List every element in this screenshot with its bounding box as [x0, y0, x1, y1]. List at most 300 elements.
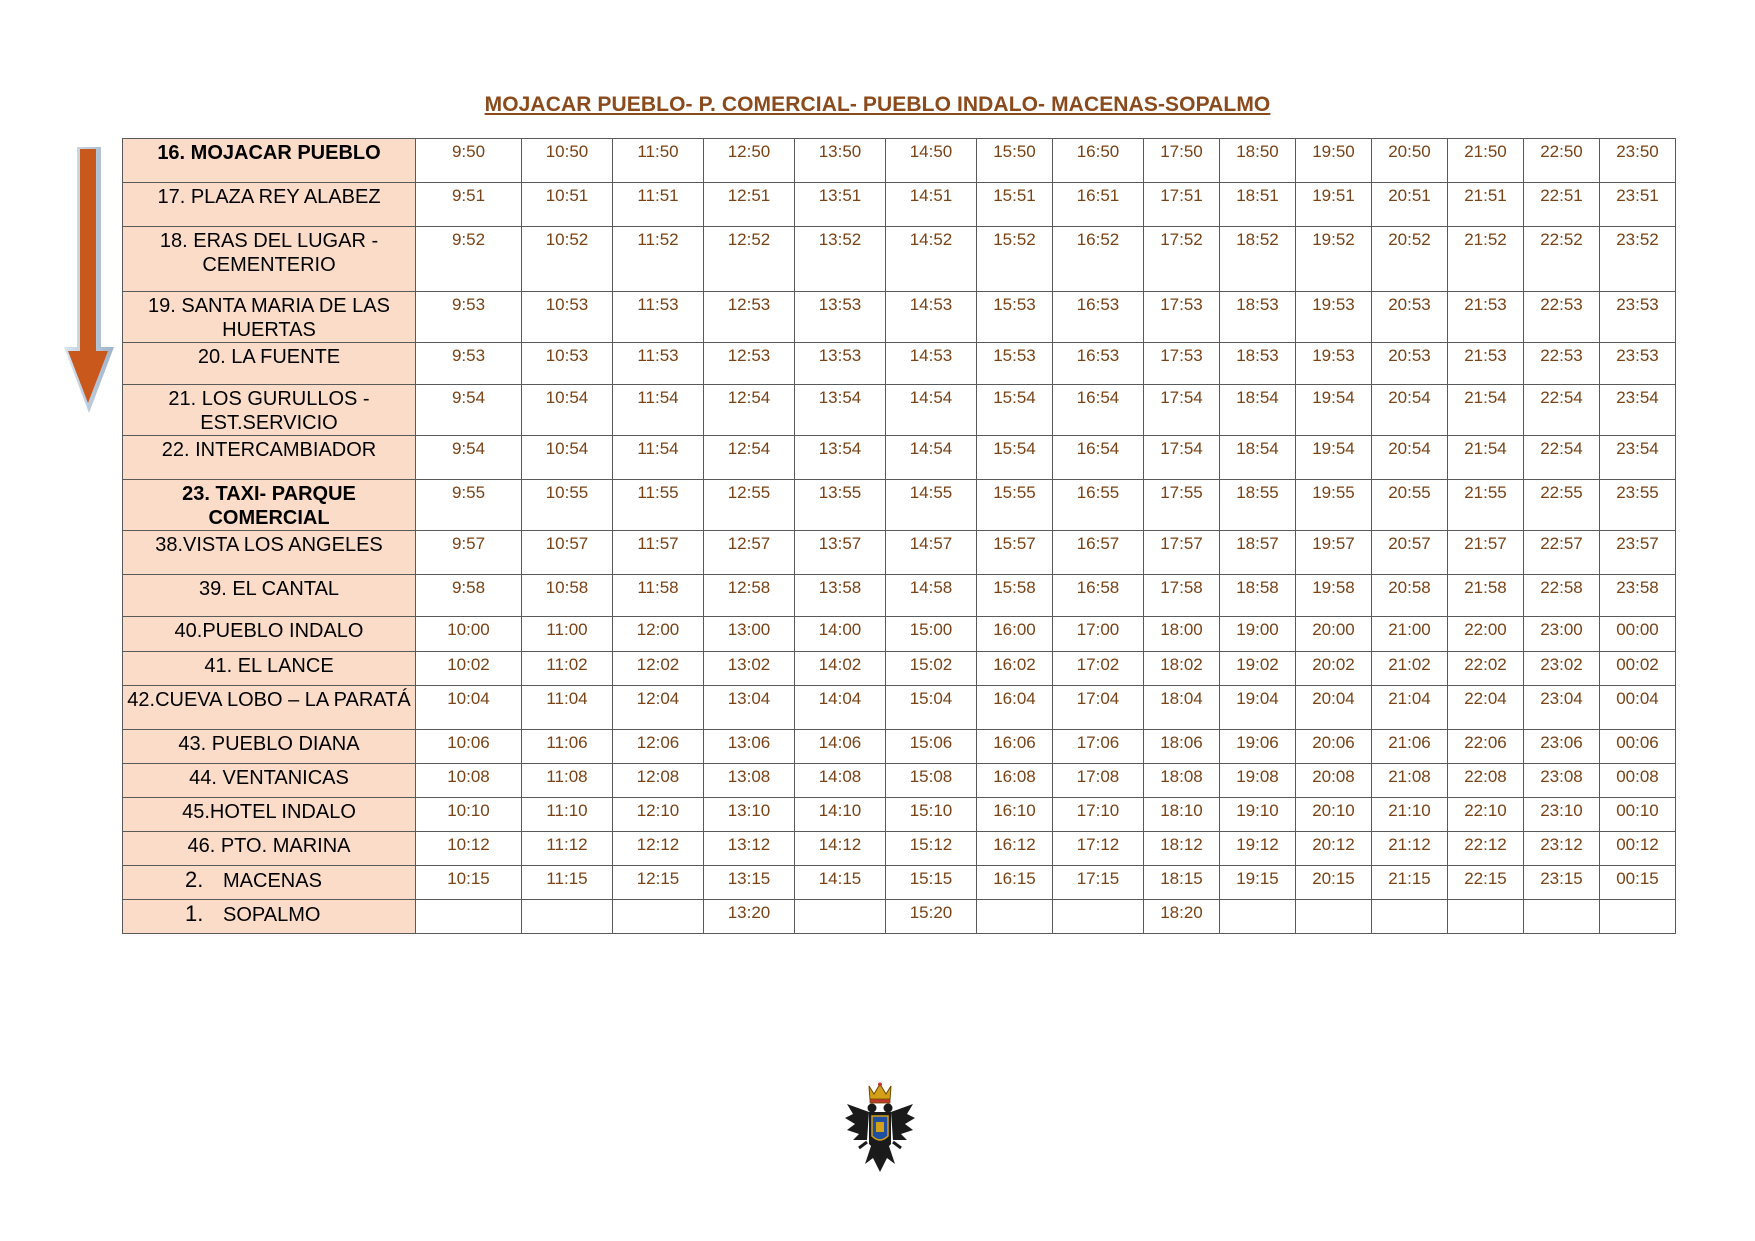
departure-time-cell: 11:06 [522, 730, 613, 764]
departure-time-cell: 23:53 [1600, 343, 1676, 385]
departure-time-cell: 14:55 [886, 480, 977, 531]
departure-time-cell: 16:53 [1053, 292, 1144, 343]
departure-time-cell: 00:10 [1600, 798, 1676, 832]
departure-time-cell: 10:00 [416, 617, 522, 652]
departure-time-cell: 13:57 [795, 531, 886, 575]
departure-time-cell: 23:55 [1600, 480, 1676, 531]
departure-time-cell: 13:54 [795, 385, 886, 436]
departure-time-cell: 18:15 [1144, 866, 1220, 900]
departure-time-cell: 19:02 [1220, 652, 1296, 686]
departure-time-cell: 20:54 [1372, 385, 1448, 436]
departure-time-cell: 13:06 [704, 730, 795, 764]
departure-time-cell: 17:50 [1144, 139, 1220, 183]
departure-time-cell: 00:00 [1600, 617, 1676, 652]
departure-time-cell: 12:57 [704, 531, 795, 575]
departure-time-cell: 00:12 [1600, 832, 1676, 866]
departure-time-cell: 11:08 [522, 764, 613, 798]
departure-time-cell: 16:50 [1053, 139, 1144, 183]
departure-time-cell: 11:04 [522, 686, 613, 730]
departure-time-cell: 12:04 [613, 686, 704, 730]
departure-time-cell: 9:58 [416, 575, 522, 617]
departure-time-cell: 11:54 [613, 436, 704, 480]
departure-time-cell: 17:10 [1053, 798, 1144, 832]
departure-time-cell: 12:52 [704, 227, 795, 292]
stop-name-cell: 46. PTO. MARINA [123, 832, 416, 866]
table-row [123, 832, 1676, 866]
departure-time-cell: 23:51 [1600, 183, 1676, 227]
departure-time-cell: 21:52 [1448, 227, 1524, 292]
stop-name-cell [123, 900, 416, 934]
departure-time-cell: 10:04 [416, 686, 522, 730]
departure-time-cell: 14:06 [795, 730, 886, 764]
departure-time-cell: 17:00 [1053, 617, 1144, 652]
departure-time-cell: 23:15 [1524, 866, 1600, 900]
departure-time-cell: 11:00 [522, 617, 613, 652]
departure-time-cell: 20:50 [1372, 139, 1448, 183]
departure-time-cell: 9:54 [416, 385, 522, 436]
departure-time-cell: 15:52 [977, 227, 1053, 292]
departure-time-cell: 00:08 [1600, 764, 1676, 798]
table-row [123, 531, 1676, 575]
departure-time-cell: 20:55 [1372, 480, 1448, 531]
departure-time-cell: 19:00 [1220, 617, 1296, 652]
departure-time-cell: 12:15 [613, 866, 704, 900]
departure-time-cell [1053, 900, 1144, 934]
departure-time-cell: 10:55 [522, 480, 613, 531]
departure-time-cell: 11:54 [613, 385, 704, 436]
departure-time-cell: 13:51 [795, 183, 886, 227]
departure-time-cell: 12:02 [613, 652, 704, 686]
departure-time-cell: 18:04 [1144, 686, 1220, 730]
table-row [123, 183, 1676, 227]
departure-time-cell: 13:54 [795, 436, 886, 480]
departure-time-cell: 13:00 [704, 617, 795, 652]
departure-time-cell: 20:06 [1296, 730, 1372, 764]
departure-time-cell [795, 900, 886, 934]
departure-time-cell: 23:02 [1524, 652, 1600, 686]
departure-time-cell: 23:58 [1600, 575, 1676, 617]
departure-time-cell: 16:12 [977, 832, 1053, 866]
departure-time-cell: 16:54 [1053, 385, 1144, 436]
departure-time-cell: 20:57 [1372, 531, 1448, 575]
stop-name-cell: 45.HOTEL INDALO [123, 798, 416, 832]
departure-time-cell: 15:00 [886, 617, 977, 652]
departure-time-cell: 17:57 [1144, 531, 1220, 575]
departure-time-cell: 11:52 [613, 227, 704, 292]
departure-time-cell: 19:57 [1296, 531, 1372, 575]
departure-time-cell: 18:08 [1144, 764, 1220, 798]
departure-time-cell: 18:53 [1220, 343, 1296, 385]
departure-time-cell [1220, 900, 1296, 934]
departure-time-cell: 21:55 [1448, 480, 1524, 531]
departure-time-cell: 22:12 [1448, 832, 1524, 866]
stop-name-cell: 20. LA FUENTE [123, 343, 416, 385]
departure-time-cell: 22:54 [1524, 385, 1600, 436]
departure-time-cell: 13:10 [704, 798, 795, 832]
stop-label: SOPALMO [223, 904, 321, 926]
departure-time-cell: 10:10 [416, 798, 522, 832]
departure-time-cell: 15:55 [977, 480, 1053, 531]
departure-time-cell: 13:20 [704, 900, 795, 934]
departure-time-cell: 21:53 [1448, 292, 1524, 343]
departure-time-cell: 21:10 [1372, 798, 1448, 832]
departure-time-cell: 13:53 [795, 343, 886, 385]
departure-time-cell: 19:54 [1296, 436, 1372, 480]
departure-time-cell: 20:53 [1372, 343, 1448, 385]
departure-time-cell: 17:15 [1053, 866, 1144, 900]
departure-time-cell [1600, 900, 1676, 934]
departure-time-cell: 22:52 [1524, 227, 1600, 292]
departure-time-cell: 22:10 [1448, 798, 1524, 832]
departure-time-cell: 15:04 [886, 686, 977, 730]
departure-time-cell: 00:06 [1600, 730, 1676, 764]
departure-time-cell [977, 900, 1053, 934]
departure-time-cell: 18:10 [1144, 798, 1220, 832]
stop-name-cell: 38.VISTA LOS ANGELES [123, 531, 416, 575]
departure-time-cell: 14:50 [886, 139, 977, 183]
departure-time-cell: 20:53 [1372, 292, 1448, 343]
departure-time-cell: 16:57 [1053, 531, 1144, 575]
table-row [123, 575, 1676, 617]
departure-time-cell: 17:06 [1053, 730, 1144, 764]
departure-time-cell: 17:58 [1144, 575, 1220, 617]
departure-time-cell: 22:50 [1524, 139, 1600, 183]
departure-time-cell: 10:58 [522, 575, 613, 617]
departure-time-cell: 16:06 [977, 730, 1053, 764]
departure-time-cell: 11:53 [613, 343, 704, 385]
departure-time-cell: 12:12 [613, 832, 704, 866]
departure-time-cell: 21:57 [1448, 531, 1524, 575]
departure-time-cell: 12:06 [613, 730, 704, 764]
departure-time-cell: 12:50 [704, 139, 795, 183]
departure-time-cell: 19:53 [1296, 292, 1372, 343]
departure-time-cell: 15:58 [977, 575, 1053, 617]
departure-time-cell: 15:02 [886, 652, 977, 686]
departure-time-cell: 23:12 [1524, 832, 1600, 866]
departure-time-cell: 18:51 [1220, 183, 1296, 227]
departure-time-cell: 10:12 [416, 832, 522, 866]
departure-time-cell: 00:02 [1600, 652, 1676, 686]
departure-time-cell: 15:15 [886, 866, 977, 900]
departure-time-cell: 13:08 [704, 764, 795, 798]
page-title: MOJACAR PUEBLO- P. COMERCIAL- PUEBLO INDALO- MACENAS-SOPALMO [484, 93, 1271, 116]
departure-time-cell: 10:54 [522, 436, 613, 480]
stop-name-cell: 40.PUEBLO INDALO [123, 617, 416, 652]
departure-time-cell: 9:52 [416, 227, 522, 292]
departure-time-cell: 15:53 [977, 343, 1053, 385]
departure-time-cell: 15:10 [886, 798, 977, 832]
departure-time-cell: 14:54 [886, 385, 977, 436]
departure-time-cell: 20:58 [1372, 575, 1448, 617]
departure-time-cell: 22:02 [1448, 652, 1524, 686]
departure-time-cell: 18:52 [1220, 227, 1296, 292]
stop-name-cell: 21. LOS GURULLOS - EST.SERVICIO [123, 385, 416, 436]
departure-time-cell: 12:54 [704, 385, 795, 436]
table-row [123, 686, 1676, 730]
departure-time-cell: 23:52 [1600, 227, 1676, 292]
table-row [123, 227, 1676, 292]
departure-time-cell: 20:10 [1296, 798, 1372, 832]
departure-time-cell: 21:51 [1448, 183, 1524, 227]
stop-number: 1. [185, 901, 204, 926]
departure-time-cell: 11:10 [522, 798, 613, 832]
departure-time-cell: 19:54 [1296, 385, 1372, 436]
departure-time-cell: 14:58 [886, 575, 977, 617]
departure-time-cell: 16:10 [977, 798, 1053, 832]
departure-time-cell: 16:55 [1053, 480, 1144, 531]
departure-time-cell: 15:50 [977, 139, 1053, 183]
table-row [123, 798, 1676, 832]
departure-time-cell [1372, 900, 1448, 934]
departure-time-cell: 23:54 [1600, 436, 1676, 480]
departure-time-cell: 23:57 [1600, 531, 1676, 575]
coat-of-arms-emblem [843, 1082, 917, 1174]
departure-time-cell: 13:02 [704, 652, 795, 686]
departure-time-cell: 17:12 [1053, 832, 1144, 866]
departure-time-cell: 16:08 [977, 764, 1053, 798]
departure-time-cell: 22:51 [1524, 183, 1600, 227]
departure-time-cell: 10:02 [416, 652, 522, 686]
departure-time-cell: 11:53 [613, 292, 704, 343]
departure-time-cell: 19:53 [1296, 343, 1372, 385]
departure-time-cell: 14:15 [795, 866, 886, 900]
departure-time-cell: 21:12 [1372, 832, 1448, 866]
departure-time-cell: 15:54 [977, 436, 1053, 480]
departure-time-cell: 19:58 [1296, 575, 1372, 617]
departure-time-cell: 22:15 [1448, 866, 1524, 900]
departure-time-cell [416, 900, 522, 934]
departure-time-cell: 13:58 [795, 575, 886, 617]
departure-time-cell: 18:55 [1220, 480, 1296, 531]
stop-name-cell: 23. TAXI- PARQUE COMERCIAL [123, 480, 416, 531]
departure-time-cell: 17:02 [1053, 652, 1144, 686]
departure-time-cell: 11:58 [613, 575, 704, 617]
departure-time-cell: 22:04 [1448, 686, 1524, 730]
departure-time-cell: 18:00 [1144, 617, 1220, 652]
departure-time-cell: 10:50 [522, 139, 613, 183]
departure-time-cell: 19:10 [1220, 798, 1296, 832]
departure-time-cell: 13:52 [795, 227, 886, 292]
departure-time-cell [1448, 900, 1524, 934]
stop-name-cell: 41. EL LANCE [123, 652, 416, 686]
departure-time-cell: 10:53 [522, 343, 613, 385]
departure-time-cell: 21:53 [1448, 343, 1524, 385]
departure-time-cell [613, 900, 704, 934]
departure-time-cell: 20:12 [1296, 832, 1372, 866]
departure-time-cell: 17:54 [1144, 436, 1220, 480]
departure-time-cell: 17:53 [1144, 343, 1220, 385]
departure-time-cell: 18:57 [1220, 531, 1296, 575]
departure-time-cell: 21:06 [1372, 730, 1448, 764]
departure-time-cell: 21:54 [1448, 385, 1524, 436]
departure-time-cell: 22:58 [1524, 575, 1600, 617]
departure-time-cell: 12:51 [704, 183, 795, 227]
table-row [123, 764, 1676, 798]
departure-time-cell: 19:50 [1296, 139, 1372, 183]
departure-time-cell: 23:00 [1524, 617, 1600, 652]
departure-time-cell: 17:52 [1144, 227, 1220, 292]
departure-time-cell: 18:50 [1220, 139, 1296, 183]
departure-time-cell: 21:54 [1448, 436, 1524, 480]
departure-time-cell: 20:51 [1372, 183, 1448, 227]
departure-time-cell: 18:54 [1220, 385, 1296, 436]
departure-time-cell: 19:52 [1296, 227, 1372, 292]
departure-time-cell: 00:04 [1600, 686, 1676, 730]
stop-name-cell: 42.CUEVA LOBO – LA PARATÁ [123, 686, 416, 730]
departure-time-cell: 10:51 [522, 183, 613, 227]
departure-time-cell: 11:15 [522, 866, 613, 900]
departure-time-cell: 14:53 [886, 343, 977, 385]
departure-time-cell: 22:54 [1524, 436, 1600, 480]
departure-time-cell: 16:53 [1053, 343, 1144, 385]
departure-time-cell: 9:53 [416, 343, 522, 385]
departure-time-cell: 14:10 [795, 798, 886, 832]
table-row [123, 730, 1676, 764]
departure-time-cell: 11:57 [613, 531, 704, 575]
departure-time-cell: 19:06 [1220, 730, 1296, 764]
departure-time-cell: 13:12 [704, 832, 795, 866]
departure-time-cell: 14:00 [795, 617, 886, 652]
departure-time-cell: 10:54 [522, 385, 613, 436]
departure-time-cell: 10:06 [416, 730, 522, 764]
table-row [123, 436, 1676, 480]
departure-time-cell: 11:12 [522, 832, 613, 866]
stop-name-cell: 16. MOJACAR PUEBLO [123, 139, 416, 183]
departure-time-cell: 9:54 [416, 436, 522, 480]
departure-time-cell: 20:15 [1296, 866, 1372, 900]
departure-time-cell: 15:06 [886, 730, 977, 764]
table-row [123, 480, 1676, 531]
departure-time-cell: 10:15 [416, 866, 522, 900]
stop-name-cell: 17. PLAZA REY ALABEZ [123, 183, 416, 227]
stop-name-cell: 44. VENTANICAS [123, 764, 416, 798]
departure-time-cell: 12:55 [704, 480, 795, 531]
departure-time-cell: 21:04 [1372, 686, 1448, 730]
departure-time-cell: 21:08 [1372, 764, 1448, 798]
departure-time-cell: 13:04 [704, 686, 795, 730]
departure-time-cell: 15:53 [977, 292, 1053, 343]
departure-time-cell: 17:51 [1144, 183, 1220, 227]
departure-time-cell: 11:51 [613, 183, 704, 227]
departure-time-cell: 19:51 [1296, 183, 1372, 227]
departure-time-cell: 19:15 [1220, 866, 1296, 900]
departure-time-cell: 16:52 [1053, 227, 1144, 292]
departure-time-cell: 12:53 [704, 343, 795, 385]
departure-time-cell: 20:02 [1296, 652, 1372, 686]
departure-time-cell: 11:55 [613, 480, 704, 531]
departure-time-cell: 16:04 [977, 686, 1053, 730]
departure-time-cell: 18:54 [1220, 436, 1296, 480]
table-row [123, 617, 1676, 652]
departure-time-cell: 12:58 [704, 575, 795, 617]
table-row [123, 385, 1676, 436]
departure-time-cell: 9:55 [416, 480, 522, 531]
departure-time-cell: 13:53 [795, 292, 886, 343]
departure-time-cell: 17:04 [1053, 686, 1144, 730]
departure-time-cell: 22:55 [1524, 480, 1600, 531]
departure-time-cell: 14:51 [886, 183, 977, 227]
table-row [123, 652, 1676, 686]
departure-time-cell: 22:53 [1524, 343, 1600, 385]
departure-time-cell: 9:57 [416, 531, 522, 575]
down-arrow-icon [63, 147, 115, 413]
departure-time-cell: 21:58 [1448, 575, 1524, 617]
departure-time-cell: 22:08 [1448, 764, 1524, 798]
departure-time-cell: 00:15 [1600, 866, 1676, 900]
table-row [123, 139, 1676, 183]
departure-time-cell: 15:08 [886, 764, 977, 798]
departure-time-cell: 14:57 [886, 531, 977, 575]
timetable-body [123, 139, 1676, 934]
departure-time-cell: 16:00 [977, 617, 1053, 652]
stop-name-cell [123, 866, 416, 900]
stop-label: MACENAS [223, 870, 322, 892]
departure-time-cell: 12:54 [704, 436, 795, 480]
departure-time-cell: 10:53 [522, 292, 613, 343]
departure-time-cell: 16:02 [977, 652, 1053, 686]
departure-time-cell: 21:02 [1372, 652, 1448, 686]
departure-time-cell: 10:52 [522, 227, 613, 292]
departure-time-cell: 14:08 [795, 764, 886, 798]
departure-time-cell: 18:06 [1144, 730, 1220, 764]
departure-time-cell: 15:51 [977, 183, 1053, 227]
departure-time-cell: 12:08 [613, 764, 704, 798]
table-row [123, 292, 1676, 343]
departure-time-cell: 23:50 [1600, 139, 1676, 183]
departure-time-cell: 22:57 [1524, 531, 1600, 575]
departure-time-cell: 23:06 [1524, 730, 1600, 764]
departure-time-cell: 9:51 [416, 183, 522, 227]
departure-time-cell: 12:53 [704, 292, 795, 343]
stop-name-cell: 19. SANTA MARIA DE LAS HUERTAS [123, 292, 416, 343]
departure-time-cell: 20:04 [1296, 686, 1372, 730]
departure-time-cell: 19:12 [1220, 832, 1296, 866]
departure-time-cell: 12:10 [613, 798, 704, 832]
table-row [123, 866, 1676, 900]
departure-time-cell: 15:54 [977, 385, 1053, 436]
departure-time-cell: 23:53 [1600, 292, 1676, 343]
departure-time-cell: 17:08 [1053, 764, 1144, 798]
departure-time-cell: 18:02 [1144, 652, 1220, 686]
departure-time-cell: 16:51 [1053, 183, 1144, 227]
departure-time-cell: 21:15 [1372, 866, 1448, 900]
departure-time-cell: 9:50 [416, 139, 522, 183]
departure-time-cell: 13:15 [704, 866, 795, 900]
departure-time-cell: 13:50 [795, 139, 886, 183]
departure-time-cell: 17:54 [1144, 385, 1220, 436]
departure-time-cell: 19:55 [1296, 480, 1372, 531]
departure-time-cell: 15:57 [977, 531, 1053, 575]
departure-time-cell [1524, 900, 1600, 934]
departure-time-cell: 23:10 [1524, 798, 1600, 832]
departure-time-cell: 14:04 [795, 686, 886, 730]
departure-time-cell: 22:06 [1448, 730, 1524, 764]
departure-time-cell [522, 900, 613, 934]
stop-name-cell: 43. PUEBLO DIANA [123, 730, 416, 764]
departure-time-cell: 19:04 [1220, 686, 1296, 730]
stop-name-cell: 18. ERAS DEL LUGAR - CEMENTERIO [123, 227, 416, 292]
departure-time-cell: 20:00 [1296, 617, 1372, 652]
departure-time-cell: 17:55 [1144, 480, 1220, 531]
departure-time-cell: 14:54 [886, 436, 977, 480]
departure-time-cell: 22:00 [1448, 617, 1524, 652]
departure-time-cell [1296, 900, 1372, 934]
departure-time-cell: 9:53 [416, 292, 522, 343]
stop-name-cell: 39. EL CANTAL [123, 575, 416, 617]
stop-name-cell: 22. INTERCAMBIADOR [123, 436, 416, 480]
table-row [123, 900, 1676, 934]
departure-time-cell: 16:58 [1053, 575, 1144, 617]
